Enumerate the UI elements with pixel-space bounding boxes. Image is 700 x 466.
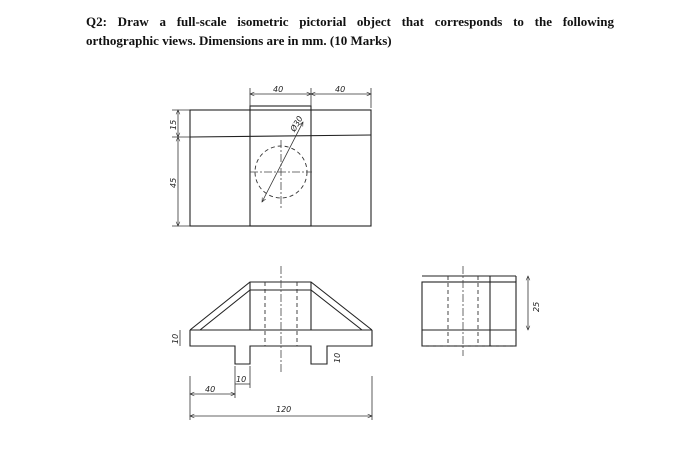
dim-hole-diameter: Ø30	[288, 114, 305, 134]
diameter-leader	[262, 122, 303, 202]
side-outline	[422, 282, 516, 346]
top-view	[169, 85, 371, 226]
dim-slot-depth: 10	[333, 352, 342, 363]
dim-slot-width: 10	[236, 375, 247, 384]
front-view	[171, 266, 372, 420]
dim-overall-width: 120	[276, 405, 292, 414]
dim-base-thickness: 10	[171, 333, 180, 344]
dim-left-width: 40	[273, 85, 284, 94]
dim-base-left: 40	[205, 385, 216, 394]
dim-side-height: 25	[532, 301, 541, 312]
dim-right-width: 40	[335, 85, 346, 94]
top-view-outline	[190, 110, 371, 226]
dim-total-depth: 45	[169, 177, 178, 188]
top-view-step-line	[190, 135, 371, 137]
side-view	[422, 266, 541, 356]
question-line-1: Q2: Draw a full-scale isometric pictorial object that corresponds to the following	[86, 14, 614, 29]
question-line-2: orthographic views. Dimensions are in mm. (10 Marks)	[86, 33, 392, 48]
dim-top-depth: 15	[169, 119, 178, 130]
